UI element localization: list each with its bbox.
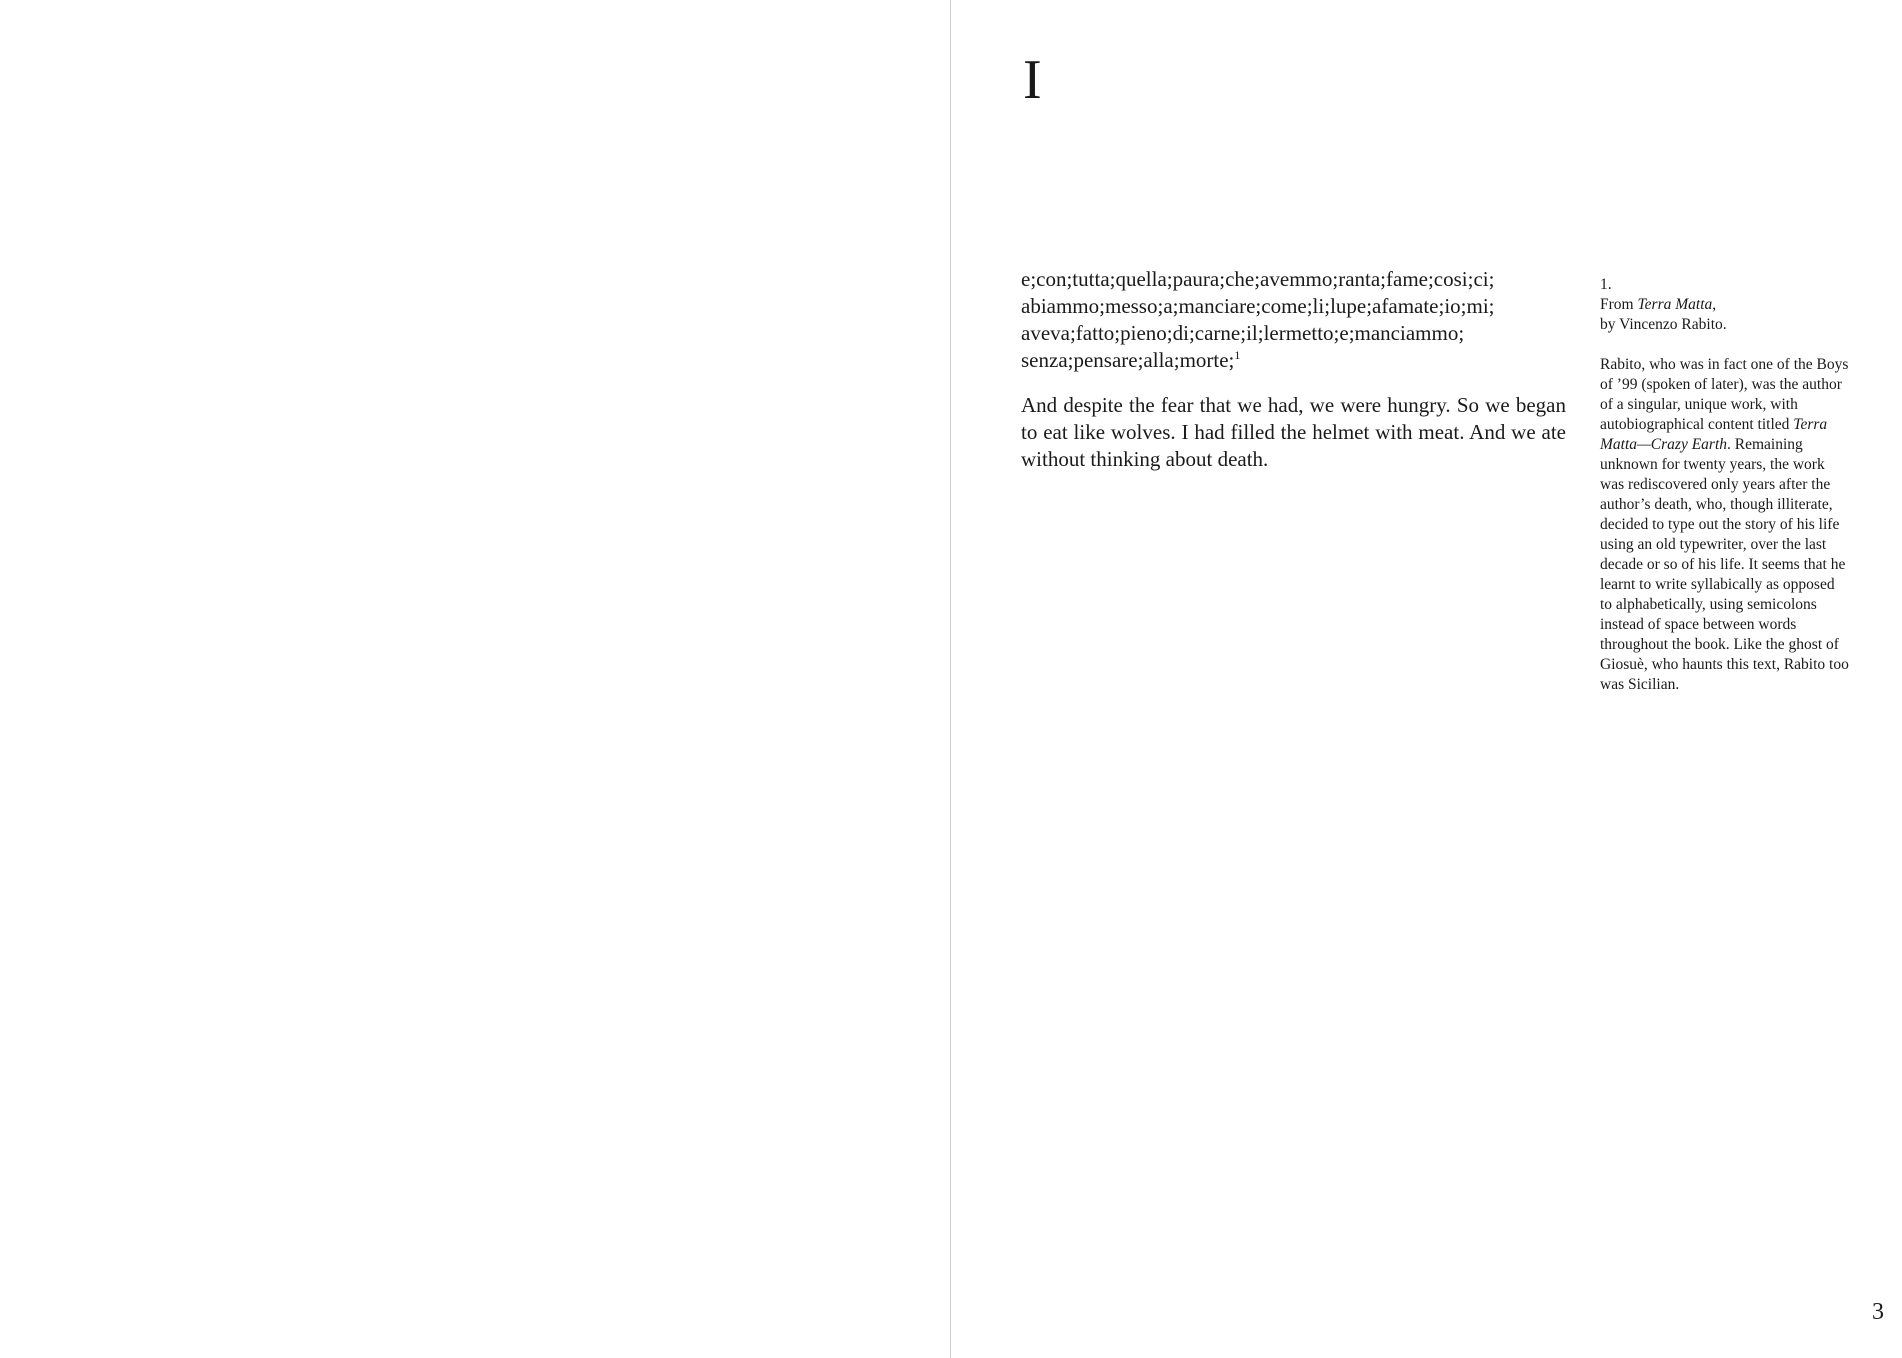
page-number: 3 bbox=[1872, 1299, 1884, 1325]
footnote-body-part1: Rabito, who was in fact one of the Boys of ’99 (spoken of later), was the author of a singular, unique work, with autobiographical content titled bbox=[1600, 356, 1849, 433]
footnote-source bbox=[1600, 295, 1850, 335]
english-translation: And despite the fear that we had, we were hungry. So we began to eat like wolves. I had filled the helmet with meat. And we ate without thinking about death. bbox=[1021, 393, 1566, 471]
quote-line-last bbox=[1021, 347, 1566, 374]
footnote-body bbox=[1600, 355, 1850, 695]
main-text-column bbox=[1021, 266, 1566, 473]
italian-quote bbox=[1021, 266, 1566, 374]
source-title: Terra Matta bbox=[1637, 296, 1713, 313]
source-author: by Vincenzo Rabito. bbox=[1600, 316, 1727, 333]
right-page bbox=[951, 0, 1902, 1358]
left-page bbox=[0, 0, 950, 1358]
quote-line: e;con;tutta;quella;paura;che;avemmo;ranta;fame;cosi;ci; bbox=[1021, 267, 1495, 291]
footnote-sidenote bbox=[1600, 275, 1850, 695]
footnote-body-part2: . Remaining unknown for twenty years, the work was rediscovered only years after the author’s death, who, though illiterate, decided to type out the story of his life using an old typewriter, over the last decade or so of his life. It seems that he learnt to write syllabically as opposed to alphabetically, using semicolons instead of space between words throughout the book. Like the ghost of Giosuè, who haunts this text, Rabito too was Sicilian. bbox=[1600, 436, 1849, 693]
quote-line-text: senza;pensare;alla;morte; bbox=[1021, 348, 1235, 372]
footnote-number: 1. bbox=[1600, 276, 1612, 293]
source-suffix: , bbox=[1712, 296, 1717, 313]
quote-line: aveva;fatto;pieno;di;carne;il;lermetto;e;manciammo; bbox=[1021, 321, 1465, 345]
chapter-number: I bbox=[1023, 49, 1042, 111]
footnote-reference[interactable]: 1 bbox=[1234, 348, 1241, 362]
footnote-body-title: Terra Matta—Crazy Earth bbox=[1600, 416, 1828, 453]
source-prefix: From bbox=[1600, 296, 1638, 313]
quote-line: abiammo;messo;a;manciare;come;li;lupe;afamate;io;mi; bbox=[1021, 294, 1495, 318]
